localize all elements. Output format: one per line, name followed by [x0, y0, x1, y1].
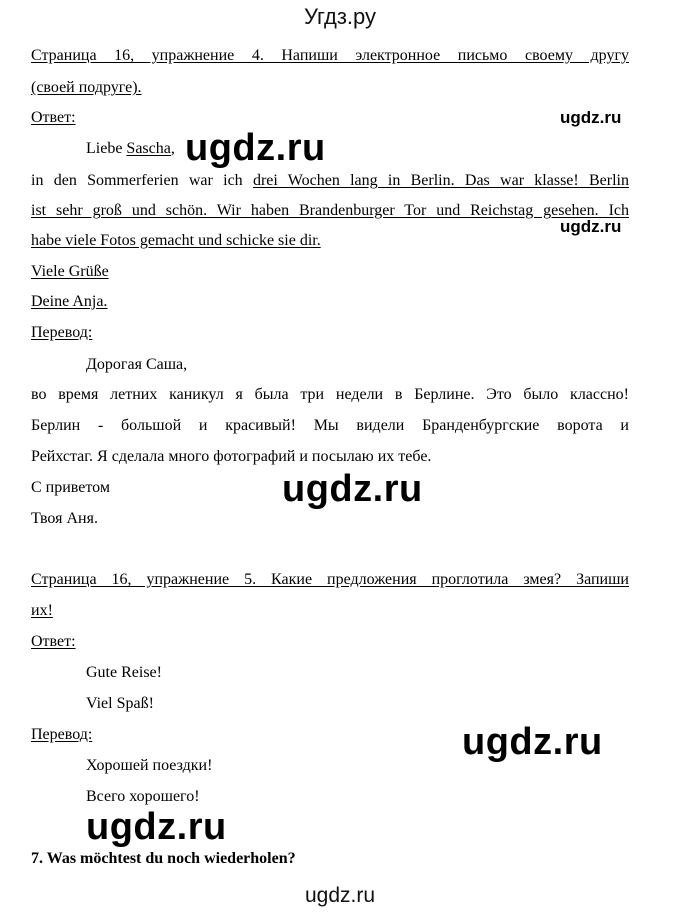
watermark-small: ugdz.ru [560, 108, 622, 127]
letter-body-line1 [31, 171, 629, 191]
greeting-word: Liebe [86, 140, 127, 157]
letter-greeting [86, 139, 175, 159]
translation-closing: С приветом [31, 479, 110, 496]
translation-line1: во время летних каникул я была три недели в Берлине. Это было классно! [31, 386, 629, 403]
exercise7-heading: 7. Was möchtest du noch wiederholen? [31, 850, 296, 867]
letter-body-line2: ist sehr groß und schön. Wir haben Brandenburger Tor und Reichstag gesehen. Ich [31, 202, 629, 219]
watermark-large: ugdz.ru [462, 721, 603, 763]
answer-item-2: Viel Spaß! [86, 695, 154, 712]
translation-item-2: Всего хорошего! [86, 788, 200, 805]
translation-item-1: Хорошей поездки! [86, 757, 213, 774]
exercise4-answer-label: Ответ: [31, 109, 76, 126]
letter-signature: Deine Anja. [31, 293, 108, 310]
exercise5-answer-label: Ответ: [31, 633, 76, 650]
watermark-large: ugdz.ru [185, 127, 326, 169]
exercise4-task-line1: Страница 16, упражнение 4. Напиши электронное письмо своему другу [31, 47, 629, 64]
translation-line3: Рейхстаг. Я сделала много фотографий и посылаю их тебе. [31, 448, 432, 465]
greeting-name: Sascha [126, 140, 171, 157]
exercise4-translation-label: Перевод: [31, 324, 93, 341]
exercise5-task-line1: Страница 16, упражнение 5. Какие предложения проглотила змея? Запиши [31, 571, 629, 588]
site-header-title: Угдз.ру [303, 4, 377, 29]
watermark-large: ugdz.ru [282, 468, 423, 510]
letter-body-line3: habe viele Fotos gemacht und schicke sie dir. [31, 232, 321, 249]
translation-greeting: Дорогая Саша, [86, 356, 188, 373]
body-line1-underlined: drei Wochen lang in Berlin. Das war klasse! Berlin [252, 172, 629, 189]
watermark-small: ugdz.ru [560, 217, 622, 236]
exercise4-task-line2: (своей подруге). [31, 79, 142, 96]
translation-line2: Берлин - большой и красивый! Мы видели Бранденбургские ворота и [31, 417, 629, 434]
exercise5-task-line2: их! [31, 602, 53, 619]
answer-item-1: Gute Reise! [86, 664, 162, 681]
watermark-large: ugdz.ru [86, 806, 227, 848]
site-footer-domain: ugdz.ru [304, 884, 376, 907]
letter-closing: Viele Grüße [31, 263, 109, 280]
translation-signature: Твоя Аня. [31, 510, 98, 527]
exercise5-translation-label: Перевод: [31, 726, 93, 743]
greeting-comma: , [170, 140, 175, 157]
body-line1-plain: in den Sommerferien war ich [31, 172, 253, 189]
